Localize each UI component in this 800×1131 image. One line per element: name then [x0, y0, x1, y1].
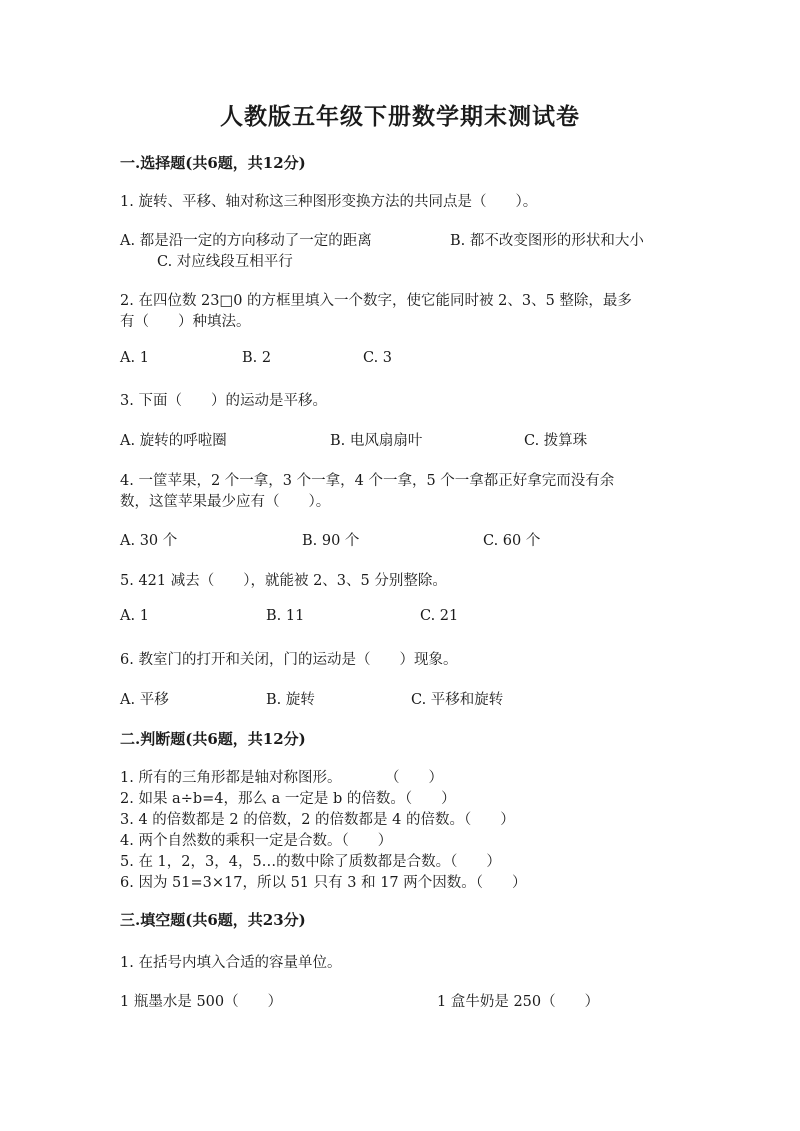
option-b: B. 都不改变图形的形状和大小 — [450, 233, 644, 249]
question-stem: 1. 在括号内填入合适的容量单位。 — [120, 955, 342, 971]
option-c: C. 21 — [420, 608, 459, 624]
option-c: C. 对应线段互相平行 — [157, 254, 293, 270]
option-b: B. 90 个 — [302, 533, 360, 549]
judge-item: 3. 4 的倍数都是 2 的倍数，2 的倍数都是 4 的倍数。（ ） — [120, 812, 515, 828]
judge-item: 4. 两个自然数的乘积一定是合数。（ ） — [120, 833, 393, 849]
question-stem-cont: 有（ ）种填法。 — [120, 314, 251, 330]
question-stem: 1. 旋转、平移、轴对称这三种图形变换方法的共同点是（ ）。 — [120, 194, 538, 210]
option-a: A. 旋转的呼啦圈 — [120, 433, 227, 449]
judge-item: 6. 因为 51=3×17，所以 51 只有 3 和 17 两个因数。（ ） — [120, 875, 527, 891]
question-stem: 2. 在四位数 23□0 的方框里填入一个数字，使它能同时被 2、3、5 整除，最多 — [120, 293, 632, 309]
question-stem: 3. 下面（ ）的运动是平移。 — [120, 393, 327, 409]
question-stem: 6. 教室门的打开和关闭，门的运动是（ ）现象。 — [120, 652, 458, 668]
question-stem-cont: 数，这筐苹果最少应有（ ）。 — [120, 494, 331, 510]
option-a: A. 都是沿一定的方向移动了一定的距离 — [120, 233, 372, 249]
judge-item: 1. 所有的三角形都是轴对称图形。 （ ） — [120, 770, 443, 786]
option-a: A. 30 个 — [120, 533, 178, 549]
fill-item: 1 瓶墨水是 500（ ） — [120, 994, 283, 1010]
option-a: A. 1 — [120, 350, 149, 366]
option-b: B. 电风扇扇叶 — [330, 433, 423, 449]
question-stem: 5. 421 减去（ ），就能被 2、3、5 分别整除。 — [120, 573, 447, 589]
option-b: B. 11 — [266, 608, 305, 624]
judge-item: 5. 在 1，2，3，4，5…的数中除了质数都是合数。（ ） — [120, 854, 501, 870]
page-title: 人教版五年级下册数学期末测试卷 — [220, 103, 580, 130]
section-heading-fill: 三.填空题(共6题，共23分) — [120, 911, 306, 929]
judge-item: 2. 如果 a÷b=4，那么 a 一定是 b 的倍数。（ ） — [120, 791, 456, 807]
option-c: C. 拨算珠 — [524, 433, 588, 449]
section-heading-choice: 一.选择题(共6题，共12分) — [120, 154, 306, 172]
option-a: A. 1 — [120, 608, 149, 624]
option-b: B. 2 — [242, 350, 272, 366]
section-heading-judge: 二.判断题(共6题，共12分) — [120, 730, 306, 748]
question-stem: 4. 一筐苹果，2 个一拿，3 个一拿，4 个一拿，5 个一拿都正好拿完而没有余 — [120, 473, 615, 489]
option-b: B. 旋转 — [266, 692, 315, 708]
fill-item: 1 盒牛奶是 250（ ） — [437, 994, 600, 1010]
option-a: A. 平移 — [120, 692, 169, 708]
option-c: C. 平移和旋转 — [411, 692, 504, 708]
option-c: C. 60 个 — [483, 533, 541, 549]
option-c: C. 3 — [363, 350, 393, 366]
